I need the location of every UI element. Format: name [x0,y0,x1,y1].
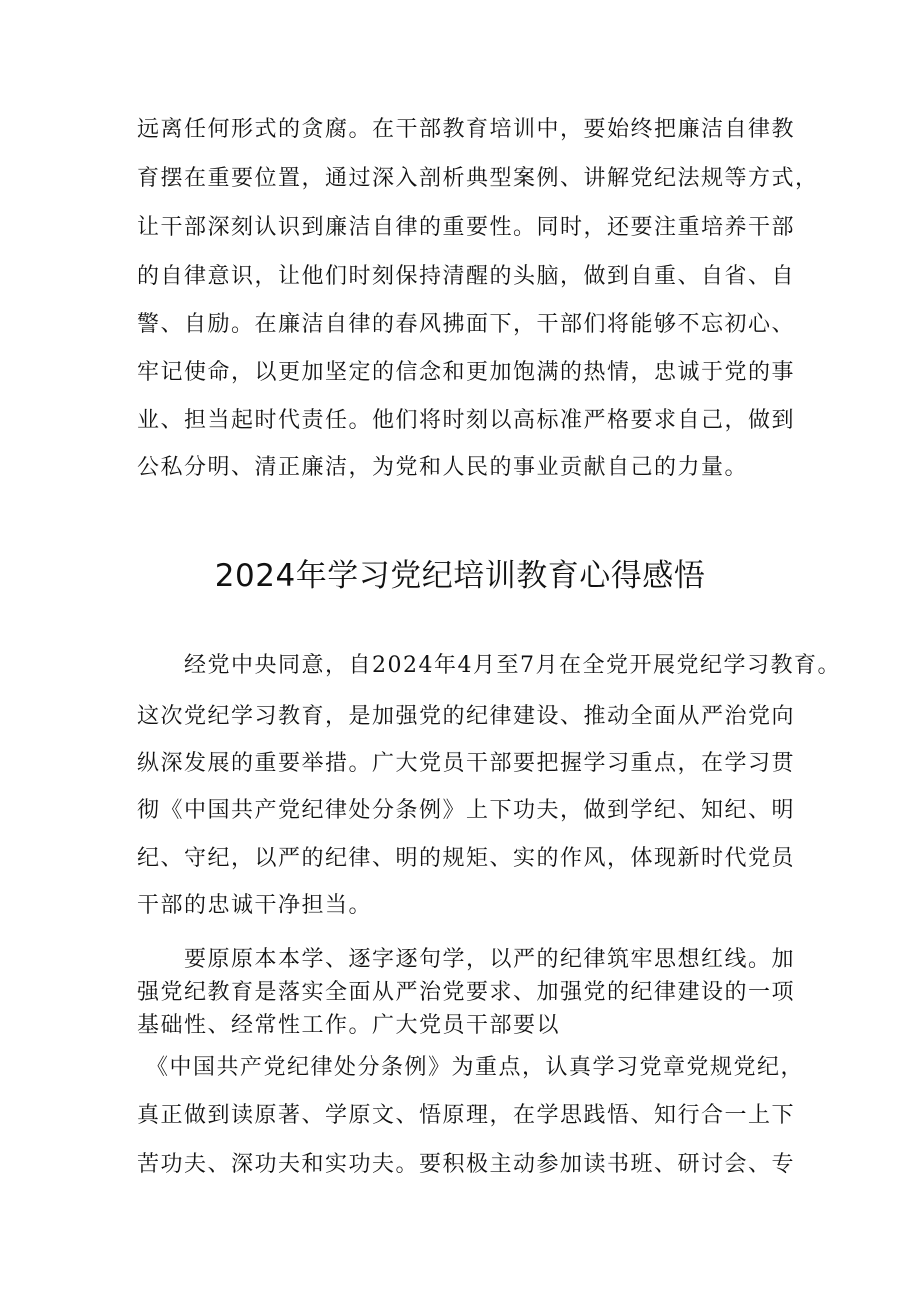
text-line: 远离任何形式的贪腐。在干部教育培训中，要始终把廉洁自律教 [137,117,796,142]
text-line: 业、担当起时代责任。他们将时刻以高标准严格要求自己，做到 [137,408,796,433]
text-line: 要原原本本学、逐字逐句学，以严的纪律筑牢思想红线。加 [184,947,796,972]
text-line: 强党纪教育是落实全面从严治党要求、加强党的纪律建设的一项 [137,980,796,1005]
text-line: 干部的忠诚干净担当。 [137,893,373,918]
text-line: 育摆在重要位置，通过深入剖析典型案例、讲解党纪法规等方式， [137,166,819,191]
text-line: 这次党纪学习教育，是加强党的纪律建设、推动全面从严治党向 [137,704,796,729]
text-line: 纪、守纪，以严的纪律、明的规矩、实的作风，体现新时代党员 [137,846,796,871]
text-line: 警、自励。在廉洁自律的春风拂面下，干部们将能够不忘初心、 [137,312,796,337]
text-line: 彻《中国共产党纪律处分条例》上下功夫，做到学纪、知纪、明 [137,798,796,823]
text-line: 《中国共产党纪律处分条例》为重点，认真学习党章党规党纪， [146,1055,805,1080]
text-line: 公私分明、清正廉洁，为党和人民的事业贡献自己的力量。 [137,455,749,480]
text-line: 苦功夫、深功夫和实功夫。要积极主动参加读书班、研讨会、专 [137,1152,796,1177]
text-line: 让干部深刻认识到廉洁自律的重要性。同时，还要注重培养干部 [137,215,796,240]
text-line: 经党中央同意，自2024年4月至7月在全党开展党纪学习教育。 [184,653,841,678]
document-title: 2024年学习党纪培训教育心得感悟 [214,558,706,594]
text-line: 基础性、经常性工作。广大党员干部要以 [137,1013,561,1038]
text-line: 纵深发展的重要举措。广大党员干部要把握学习重点，在学习贯 [137,751,796,776]
text-line: 真正做到读原著、学原文、悟原理，在学思践悟、知行合一上下 [137,1103,796,1128]
text-line: 的自律意识，让他们时刻保持清醒的头脑，做到自重、自省、自 [137,264,796,289]
text-line: 牢记使命，以更加坚定的信念和更加饱满的热情，忠诚于党的事 [137,360,796,385]
